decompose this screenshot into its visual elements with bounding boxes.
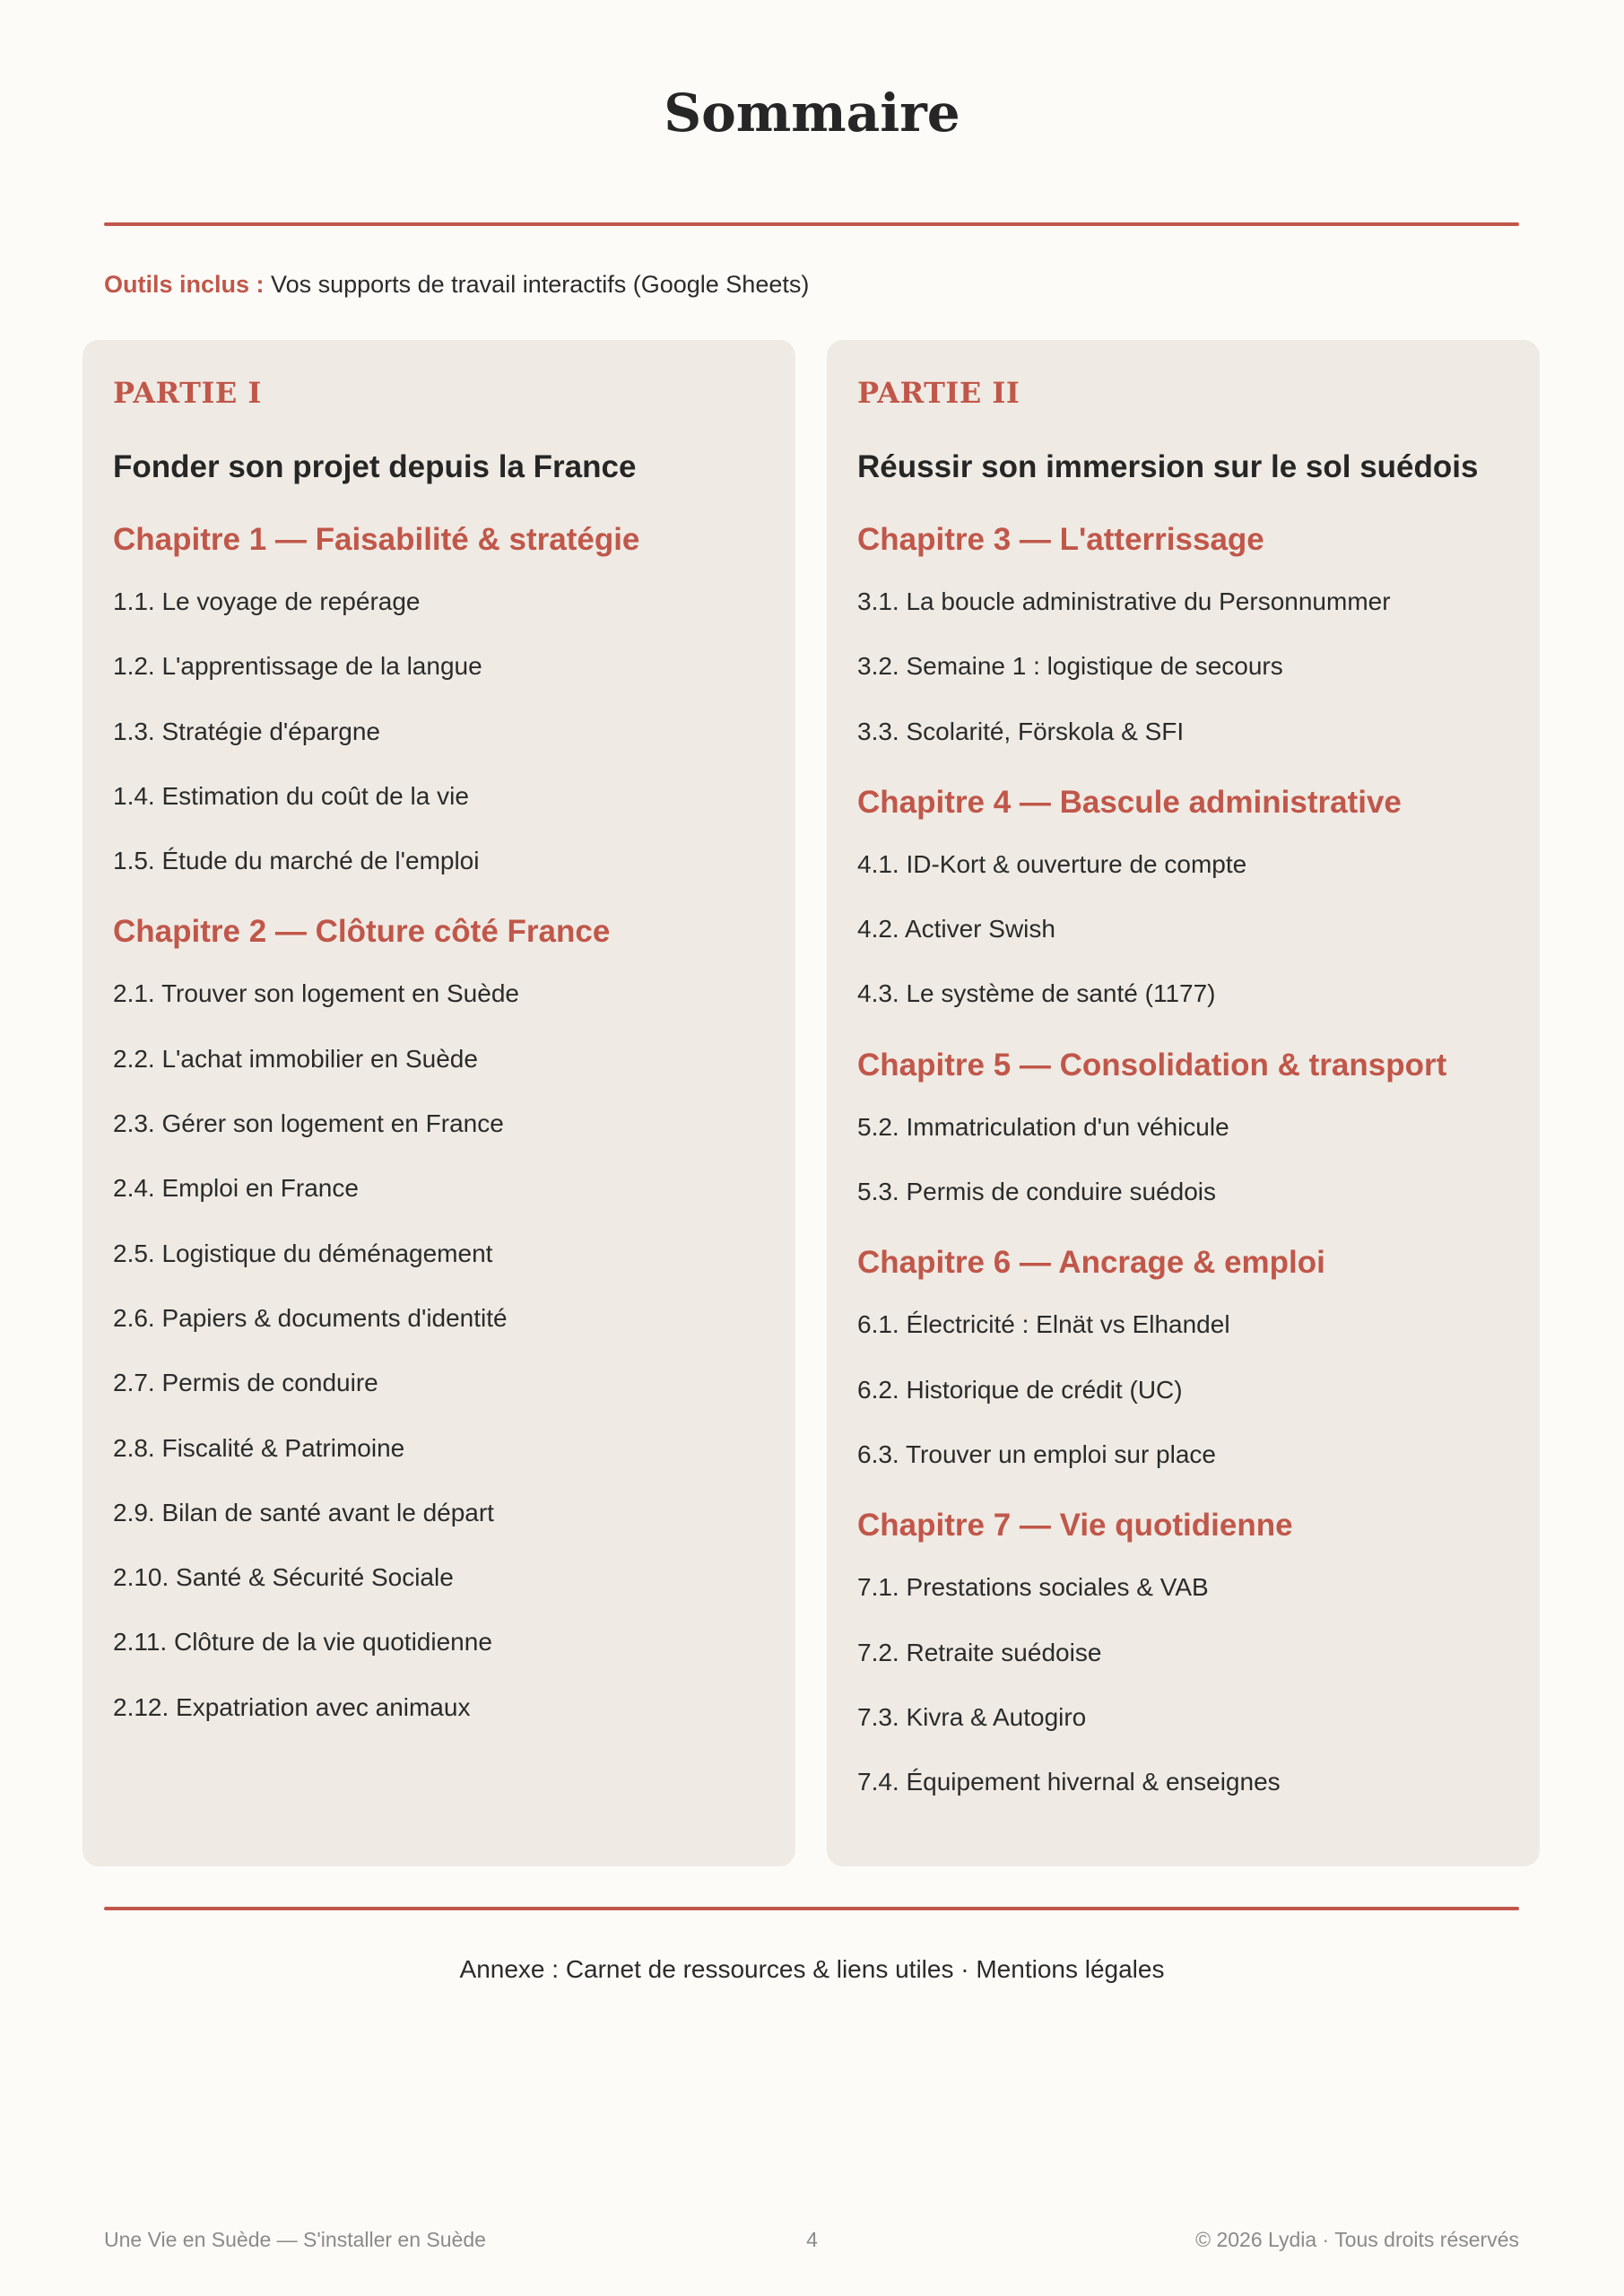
page-number: 4 (806, 2228, 818, 2251)
toc-entry[interactable]: 4.3. Le système de santé (1177) (857, 979, 1216, 1008)
annexe-line: Annexe : Carnet de ressources & liens utiles · Mentions légales (459, 1955, 1165, 1983)
toc-entry[interactable]: 6.1. Électricité : Elnät vs Elhandel (857, 1310, 1230, 1339)
toc-entry[interactable]: 7.4. Équipement hivernal & enseignes (857, 1768, 1281, 1796)
toc-entry[interactable]: 2.9. Bilan de santé avant le départ (113, 1498, 494, 1526)
page-title: Sommaire (664, 83, 960, 144)
toc-entry[interactable]: 1.1. Le voyage de repérage (113, 587, 421, 615)
toc-entry[interactable]: 5.3. Permis de conduire suédois (857, 1178, 1216, 1206)
divider-bottom (104, 1907, 1519, 1910)
toc-entry[interactable]: 2.2. L'achat immobilier en Suède (113, 1044, 478, 1073)
toc-entry[interactable]: 2.12. Expatriation avec animaux (113, 1692, 471, 1721)
toc-entry[interactable]: 2.3. Gérer son logement en France (113, 1109, 504, 1138)
part-1-label: PARTIE I (113, 376, 262, 410)
toc-entry[interactable]: 1.2. L'apprentissage de la langue (113, 652, 482, 681)
chapter-heading[interactable]: Chapitre 4 — Bascule administrative (857, 784, 1402, 820)
toc-entry[interactable]: 1.3. Stratégie d'épargne (113, 717, 381, 745)
toc-entry[interactable]: 6.3. Trouver un emploi sur place (857, 1439, 1216, 1468)
footer-left: Une Vie en Suède — S'installer en Suède (104, 2228, 486, 2251)
toc-entry[interactable]: 4.1. ID-Kort & ouverture de compte (857, 849, 1247, 878)
toc-entry[interactable]: 3.1. La boucle administrative du Personnummer (857, 587, 1391, 615)
footer-right: © 2026 Lydia · Tous droits réservés (1195, 2228, 1519, 2251)
divider-top (104, 222, 1519, 226)
chapter-heading[interactable]: Chapitre 2 — Clôture côté France (113, 914, 611, 950)
part-2-toc (857, 509, 1513, 1822)
chapter-heading[interactable]: Chapitre 1 — Faisabilité & stratégie (113, 522, 640, 557)
chapter-heading[interactable]: Chapitre 6 — Ancrage & emploi (857, 1245, 1325, 1281)
toc-entry[interactable]: 7.2. Retraite suédoise (857, 1638, 1102, 1666)
part-1-panel (83, 340, 795, 1866)
toc-entry[interactable]: 1.4. Estimation du coût de la vie (113, 781, 469, 810)
chapter-heading[interactable]: Chapitre 5 — Consolidation & transport (857, 1047, 1447, 1083)
chapter-heading[interactable]: Chapitre 7 — Vie quotidienne (857, 1508, 1293, 1544)
tools-label: Outils inclus : (104, 271, 265, 298)
toc-entry[interactable]: 2.1. Trouver son logement en Suède (113, 979, 519, 1008)
part-2-label: PARTIE II (857, 376, 1020, 410)
toc-entry[interactable]: 3.2. Semaine 1 : logistique de secours (857, 652, 1283, 681)
tools-text: Vos supports de travail interactifs (Google Sheets) (271, 271, 810, 298)
toc-entry[interactable]: 2.11. Clôture de la vie quotidienne (113, 1628, 492, 1657)
toc-entry[interactable]: 2.5. Logistique du déménagement (113, 1239, 493, 1267)
toc-entry[interactable]: 4.2. Activer Swish (857, 915, 1055, 944)
part-1-title: Fonder son projet depuis la France (113, 449, 637, 484)
toc-entry[interactable]: 1.5. Étude du marché de l'emploi (113, 847, 480, 875)
part-1-toc (113, 509, 769, 1747)
chapter-heading[interactable]: Chapitre 3 — L'atterrissage (857, 522, 1264, 557)
toc-entry[interactable]: 6.2. Historique de crédit (UC) (857, 1375, 1183, 1404)
tools-line (104, 271, 809, 299)
part-2-panel (827, 340, 1540, 1866)
toc-entry[interactable]: 2.7. Permis de conduire (113, 1369, 378, 1397)
toc-entry[interactable]: 7.1. Prestations sociales & VAB (857, 1573, 1209, 1602)
toc-entry[interactable]: 5.2. Immatriculation d'un véhicule (857, 1112, 1229, 1141)
part-2-title: Réussir son immersion sur le sol suédois (857, 449, 1479, 484)
toc-entry[interactable]: 3.3. Scolarité, Förskola & SFI (857, 717, 1185, 745)
toc-entry[interactable]: 2.8. Fiscalité & Patrimoine (113, 1433, 405, 1462)
toc-entry[interactable]: 2.6. Papiers & documents d'identité (113, 1303, 508, 1332)
toc-entry[interactable]: 2.4. Emploi en France (113, 1174, 359, 1203)
toc-entry[interactable]: 2.10. Santé & Sécurité Sociale (113, 1563, 454, 1592)
toc-entry[interactable]: 7.3. Kivra & Autogiro (857, 1702, 1087, 1731)
